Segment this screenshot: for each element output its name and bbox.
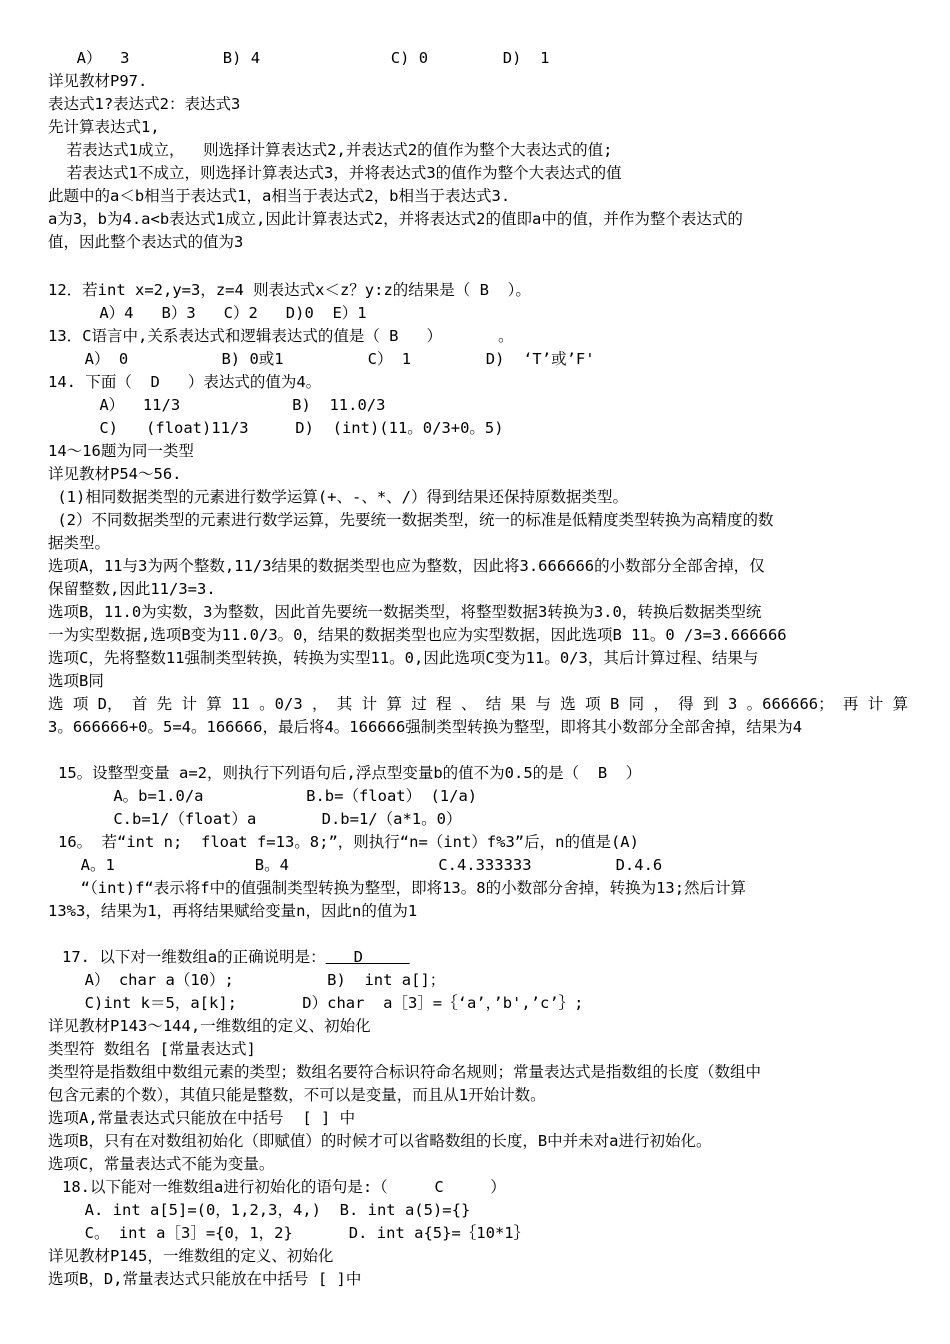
q16-explain: “（int)f“表示将f中的值强制类型转换为整型，即将13。8的小数部分舍掉，转换为13;然后计算 [62, 879, 747, 897]
line-rule-2-cont: 据类型。 [48, 534, 111, 552]
q16-explain-cont: 13%3，结果为1，再将结果赋给变量n，因此n的值为1 [48, 902, 418, 920]
q15-options-cd: C.b=1/（float）a D.b=1/（a*1。0） [76, 810, 462, 828]
line-if-false: 若表达式1不成立，则选择计算表达式3，并将表达式3的值作为整个大表达式的值 [48, 164, 622, 182]
line-ref-p143: 详见教材P143～144,一维数组的定义、初始化 [48, 1017, 371, 1035]
q13-options: A） 0 B) 0或1 C） 1 D) ‘T’或’F' [66, 350, 595, 368]
line-14-16-same-type: 14～16题为同一类型 [48, 442, 194, 460]
question-13: 13．C语言中,关系表达式和逻辑表达式的值是（ B ） 。 [48, 327, 514, 345]
line-option-c-cont: 选项B同 [48, 672, 104, 690]
line-option-d-cont: 3。666666+0。5=4。166666，最后将4。166666强制类型转换为整型，即将其小数部分全部舍掉，结果为4 [48, 718, 803, 736]
q17-text: 17. 以下对一维数组a的正确说明是： [62, 948, 326, 966]
line-mapping: 此题中的a＜b相当于表达式1，a相当于表达式2，b相当于表达式3. [48, 187, 511, 205]
line-eval-first: 先计算表达式1, [48, 118, 160, 136]
line-option-a-cont: 保留整数,因此11/3=3. [48, 580, 216, 598]
question-12: 12．若int x=2,y=3，z=4 则表达式x＜z？y:z的结果是（ B ）。 [48, 281, 531, 299]
q18-options-ab: A. int a[5]=(0，1,2,3，4,) B. int a(5)={} [66, 1201, 471, 1219]
q12-options: A）4 B）3 C）2 D)0 E）1 [62, 304, 367, 322]
question-15: 15。设整型变量 a=2，则执行下列语句后,浮点型变量b的值不为0.5的是（ B ） [58, 764, 642, 782]
line-ref-p145: 详见教材P145，一维数组的定义、初始化 [48, 1247, 334, 1265]
q17-options-cd: C)int k＝5，a[k]; D）char a［3］=｛‘a’，’b',’c’｝; [66, 994, 584, 1012]
line-if-true: 若表达式1成立， 则选择计算表达式2,并表达式2的值作为整个大表达式的值; [48, 141, 613, 159]
q17-answer [326, 948, 410, 966]
q17-answer-letter: D [353, 948, 364, 966]
question-16: 16。 若“int n; float f=13。8;”，则执行“n=（int）f%3”后，n的值是(A) [58, 833, 639, 851]
line-array-explain: 类型符是指数组中数组元素的类型；数组名要符合标识符命名规则；常量表达式是指数组的长度（数组中 [48, 1063, 762, 1081]
line-ref-p97: 详见教材P97. [48, 72, 148, 90]
line-option-d: 选 项 D， 首 先 计 算 11 。0/3 ， 其 计 算 过 程 、 结 果 与 选 项 B 同 ， 得 到 3 。666666； 再 计 算 [48, 695, 909, 713]
line-q18-explain: 选项B，D,常量表达式只能放在中括号 [ ]中 [48, 1270, 362, 1288]
q14-options-cd: C) (float)11/3 D) (int)(11。0/3+0。5) [62, 419, 504, 437]
line-option-b: 选项B，11.0为实数，3为整数，因此首先要统一数据类型，将整型数据3转换为3.0，转换后数据类型统 [48, 603, 762, 621]
line-ternary-form: 表达式1?表达式2：表达式3 [48, 95, 241, 113]
q15-options-ab: A。b=1.0/a B.b=（float） (1/a) [76, 787, 478, 805]
line-option-c: 选项C，先将整数11强制类型转换，转换为实型11。0,因此选项C变为11。0/3，其后计算过程、结果与 [48, 649, 759, 667]
line-q17-option-a: 选项A,常量表达式只能放在中括号 [ ] 中 [48, 1109, 356, 1127]
line-q17-option-c: 选项C，常量表达式不能为变量。 [48, 1155, 275, 1173]
line-result-3: 值，因此整个表达式的值为3 [48, 233, 244, 251]
line-option-b-cont: 一为实型数据,选项B变为11.0/3。0，结果的数据类型也应为实型数据，因此选项B 11。0 /3=3.666666 [48, 626, 787, 644]
q17-options-ab: A） char a（10）; B) int a[]； [66, 971, 446, 989]
line-rule-1: (1)相同数据类型的元素进行数学运算(+、-、*、/）得到结果还保持原数据类型。 [48, 488, 628, 506]
question-14: 14. 下面（ D ）表达式的值为4。 [48, 373, 322, 391]
q18-options-cd: C。 int a［3］={0，1，2} D. int a{5}=｛10*1｝ [66, 1224, 530, 1242]
line-array-syntax: 类型符 数组名 [常量表达式] [48, 1040, 256, 1058]
line-rule-2: (2）不同数据类型的元素进行数学运算，先要统一数据类型，统一的标准是低精度类型转换为高精度的数 [48, 511, 774, 529]
q14-options-ab: A） 11/3 B) 11.0/3 [62, 396, 386, 414]
line-option-a: 选项A，11与3为两个整数,11/3结果的数据类型也应为整数，因此将3.666666的小数部分全部舍掉，仅 [48, 557, 765, 575]
question-18: 18.以下能对一维数组a进行初始化的语句是:（ C ） [62, 1178, 506, 1196]
line-a-b-explain: a为3，b为4.a<b表达式1成立,因此计算表达式2，并将表达式2的值即a中的值，并作为整个表达式的 [48, 210, 743, 228]
q16-options: A。1 B。4 C.4.333333 D.4.6 [62, 856, 663, 874]
line-q11-options: A） 3 B) 4 C) 0 D) 1 [58, 49, 550, 67]
line-array-explain-cont: 包含元素的个数），其值只能是整数，不可以是变量，而且从1开始计数。 [48, 1086, 546, 1104]
line-ref-p54: 详见教材P54～56. [48, 465, 182, 483]
line-q17-option-b: 选项B，只有在对数组初始化（即赋值）的时候才可以省略数组的长度，B中并未对a进行初始化。 [48, 1132, 712, 1150]
question-17 [62, 947, 410, 967]
